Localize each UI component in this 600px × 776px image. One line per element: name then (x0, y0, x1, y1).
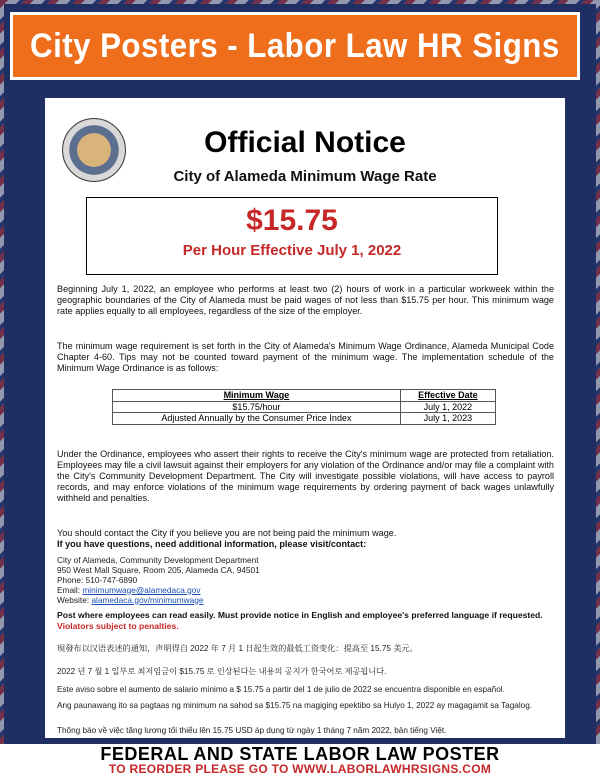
table-cell: July 1, 2022 (400, 401, 495, 413)
table-cell: $15.75/hour (113, 401, 401, 413)
paragraph-ordinance: The minimum wage requirement is set forth in the City of Alameda's Minimum Wage Ordinance, Alameda Municipal Code Chapter 4-60. Tips may not be counted toward payment of the minimum wage. The implementation schedule of the Minimum Wage Ordinance is as follows: (57, 341, 554, 374)
implementation-schedule-table (112, 389, 496, 425)
header-banner (10, 12, 580, 80)
contact-dept: City of Alameda, Community Development Department (57, 555, 259, 565)
notice-document (45, 98, 565, 738)
table-cell: Adjusted Annually by the Consumer Price Index (113, 413, 401, 425)
notice-title: Official Notice (204, 126, 406, 159)
notice-vietnamese: Thông báo về việc tăng lương tối thiểu lên 15.75 USD áp dụng từ ngày 1 tháng 7 năm 2022, bản tiếng Việt. (57, 726, 447, 735)
rate-box (86, 197, 498, 275)
wage-rate: $15.75 (246, 204, 338, 237)
paragraph-eligibility: Beginning July 1, 2022, an employee who performs at least two (2) hours of work in a particular workweek within the geographic boundaries of the City of Alameda must be paid wages of not less than $15.75 per hour. This minimum wage rate applies equally to all employees, regardless of the size of the employer. (57, 284, 554, 317)
posting-text: Post where employees can read easily. Must provide notice in English and employee's preferred language if requested. (57, 610, 543, 620)
notice-korean: 2022 년 7 월 1 일부로 최저임금이 $15.75 로 인상된다는 내용의 공지가 한국어로 제공됩니다. (57, 667, 387, 676)
footer-banner (0, 744, 600, 776)
banner-title: City Posters - Labor Law HR Signs (30, 26, 560, 65)
table-header-row (113, 390, 496, 402)
contact-address: 950 West Mall Square, Room 205, Alameda CA, 94501 (57, 564, 260, 575)
posting-requirement (57, 610, 554, 631)
contact-block (57, 556, 260, 606)
notice-spanish: Este aviso sobre el aumento de salario mínimo a $ 15.75 a partir del 1 de julio de 2022 se encuentra disponible en español. (57, 685, 505, 694)
notice-chinese: 現發布以汉语表述的通知，声明得自 2022 年 7 月 1 日起生效的最低工资变化：提高至 15.75 美元。 (57, 644, 418, 653)
penalty-warning: Violators subject to penalties. (57, 620, 179, 631)
paragraph-retaliation: Under the Ordinance, employees who assert their rights to receive the City's minimum wage are protected from retaliation. Employees may file a civil lawsuit against their employers for any violation of the Ordinance and/or may file a complaint with the City's Community Development Department. The City will investigate possible violations, will have access to payroll records, and may enforce violations of the minimum wage requirements by ordering payment of back wages unlawfully withheld and penalties. (57, 449, 554, 504)
table-cell: July 1, 2023 (400, 413, 495, 425)
column-header: Effective Date (400, 390, 495, 402)
notice-subtitle: City of Alameda Minimum Wage Rate (173, 168, 437, 185)
effective-date: Per Hour Effective July 1, 2022 (182, 242, 402, 259)
email-link[interactable]: minimumwage@alamedaca.gov (82, 584, 201, 595)
website-link[interactable]: alamedaca.gov/minimumwage (91, 594, 204, 605)
footer-reorder-link[interactable]: TO REORDER PLEASE GO TO WWW.LABORLAWHRSIGNS.COM (108, 762, 492, 776)
column-header: Minimum Wage (113, 390, 401, 402)
notice-tagalog: Ang paunawang ito sa pagtaas ng minimum na sahod sa $15.75 na magiging epektibo sa Hulyo 1, 2022 ay magagamit sa Tagalog. (57, 701, 533, 710)
website-label: Website: (57, 594, 92, 605)
footer-title: FEDERAL AND STATE LABOR LAW POSTER (100, 744, 500, 764)
table-row (113, 401, 496, 413)
paragraph-questions: If you have questions, need additional information, please visit/contact: (57, 539, 367, 549)
email-label: Email: (57, 584, 83, 595)
paragraph-contact-city: You should contact the City if you believe you are not being paid the minimum wage. (57, 528, 397, 538)
contact-phone: Phone: 510-747-6890 (57, 574, 138, 585)
table-row (113, 413, 496, 425)
